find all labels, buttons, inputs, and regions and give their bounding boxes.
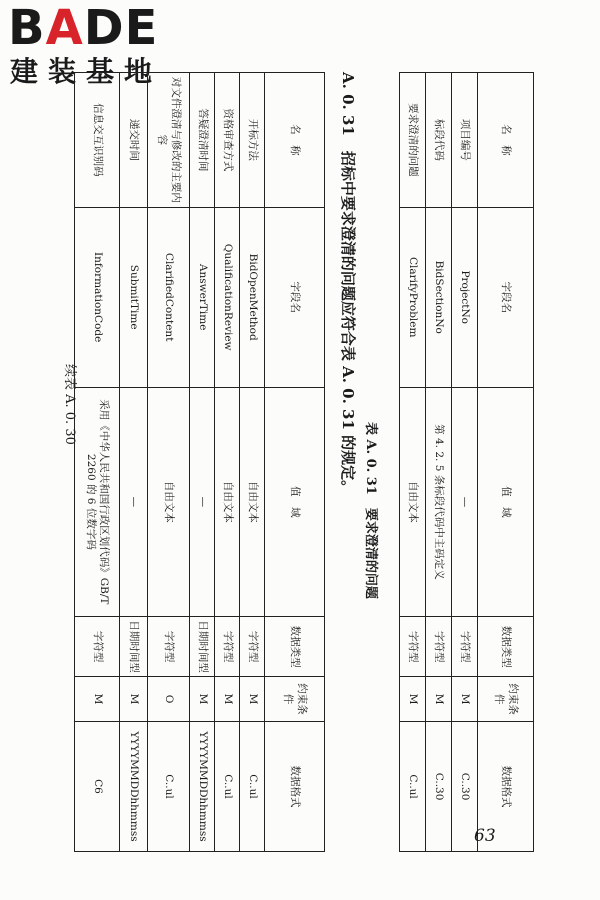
cell-name: 要求澄清的问题 (400, 73, 426, 208)
cell-format: C..ul (240, 721, 265, 851)
cell-constraint: M (75, 677, 120, 722)
cell-domain: 自由文本 (148, 387, 190, 617)
table-a031 (399, 72, 534, 852)
cell-constraint: M (452, 677, 478, 722)
cell-format: YYYYMMDDhhmmss (120, 721, 148, 851)
cell-name: 对文件澄清与修改的主要内容 (148, 73, 190, 208)
header-constraint: 约束条件 (265, 677, 325, 722)
table-row (75, 73, 120, 852)
cell-name: 资格审查方式 (215, 73, 240, 208)
cell-constraint: O (148, 677, 190, 722)
cell-datatype: 字符型 (148, 617, 190, 677)
rotated-page-content (60, 72, 540, 852)
cell-constraint: M (400, 677, 426, 722)
cell-field: ClarifiedContent (148, 207, 190, 387)
cell-field: BidSectionNo (426, 207, 452, 387)
cell-format: C..ul (400, 722, 426, 852)
header-name: 名 称 (478, 73, 534, 208)
cell-datatype: 字符型 (400, 617, 426, 677)
header-domain: 值 域 (478, 387, 534, 617)
cell-name: 递交时间 (120, 73, 148, 208)
table-row (215, 73, 240, 852)
cell-name: 开标方法 (240, 73, 265, 208)
header-datatype: 数据类型 (478, 617, 534, 677)
table-row (400, 73, 426, 852)
cell-domain: 自由文本 (215, 387, 240, 617)
logo-chinese-text: 建装基地 (10, 55, 163, 88)
header-format: 数据格式 (478, 722, 534, 852)
cell-domain: 自由文本 (400, 387, 426, 617)
cell-field: AnswerTime (190, 207, 215, 387)
cell-domain: — (190, 387, 215, 617)
page-number: 63 (474, 826, 496, 846)
cell-name: 信息交互识别码 (75, 73, 120, 208)
cell-datatype: 字符型 (426, 617, 452, 677)
table-row (240, 73, 265, 852)
table-row (148, 73, 190, 852)
cell-format: C6 (75, 721, 120, 851)
cell-constraint: M (120, 677, 148, 722)
cell-name: 标段代码 (426, 73, 452, 208)
cell-domain: — (452, 387, 478, 617)
header-domain: 值 域 (265, 387, 325, 617)
table-header-row (265, 73, 325, 852)
section-text: 招标中要求澄清的问题应符合表 A. 0. 31 的规定。 (339, 150, 357, 496)
table-header-row (478, 73, 534, 852)
header-format: 数据格式 (265, 721, 325, 851)
cell-constraint: M (215, 677, 240, 722)
cell-format: C..ul (215, 721, 240, 851)
table-a030-caption: 续表 A. 0. 30 (62, 364, 77, 445)
cell-format: YYYYMMDDhhmmss (190, 721, 215, 851)
cell-datatype: 字符型 (75, 617, 120, 677)
cell-domain: 自由文本 (240, 387, 265, 617)
cell-datatype: 日期时间型 (190, 617, 215, 677)
cell-field: SubmitTime (120, 207, 148, 387)
cell-datatype: 字符型 (240, 617, 265, 677)
header-field: 字段名 (265, 207, 325, 387)
section-a031 (338, 72, 359, 495)
table-row (452, 73, 478, 852)
table-row (120, 73, 148, 852)
cell-field: ClarifyProblem (400, 207, 426, 387)
table-a031-caption: 表 A. 0. 31 要求澄清的问题 (363, 422, 378, 599)
cell-constraint: M (426, 677, 452, 722)
cell-constraint: M (240, 677, 265, 722)
cell-domain: — (120, 387, 148, 617)
header-constraint: 约束条件 (478, 677, 534, 722)
cell-format: C..ul (148, 721, 190, 851)
cell-name: 答疑澄清时间 (190, 73, 215, 208)
header-name: 名 称 (265, 73, 325, 208)
cell-field: BidOpenMethod (240, 207, 265, 387)
header-field: 字段名 (478, 207, 534, 387)
cell-datatype: 日期时间型 (120, 617, 148, 677)
header-datatype: 数据类型 (265, 617, 325, 677)
logo-wordmark: BADE (8, 0, 159, 56)
cell-domain: 第 4. 2. 5 条标段代码中主码定义 (426, 387, 452, 617)
table-row (426, 73, 452, 852)
cell-name: 项目编号 (452, 73, 478, 208)
cell-format: C..30 (452, 722, 478, 852)
cell-field: ProjectNo (452, 207, 478, 387)
cell-constraint: M (190, 677, 215, 722)
section-number: A. 0. 31 (339, 72, 357, 136)
cell-format: C..30 (426, 722, 452, 852)
cell-domain: 采用《中华人民共和国行政区划代码》GB/T 2260 的 6 位数字码 (75, 387, 120, 617)
cell-datatype: 字符型 (452, 617, 478, 677)
table-a030 (74, 72, 325, 852)
cell-datatype: 字符型 (215, 617, 240, 677)
cell-field: InformationCode (75, 207, 120, 387)
cell-field: QualificationReview (215, 207, 240, 387)
table-row (190, 73, 215, 852)
